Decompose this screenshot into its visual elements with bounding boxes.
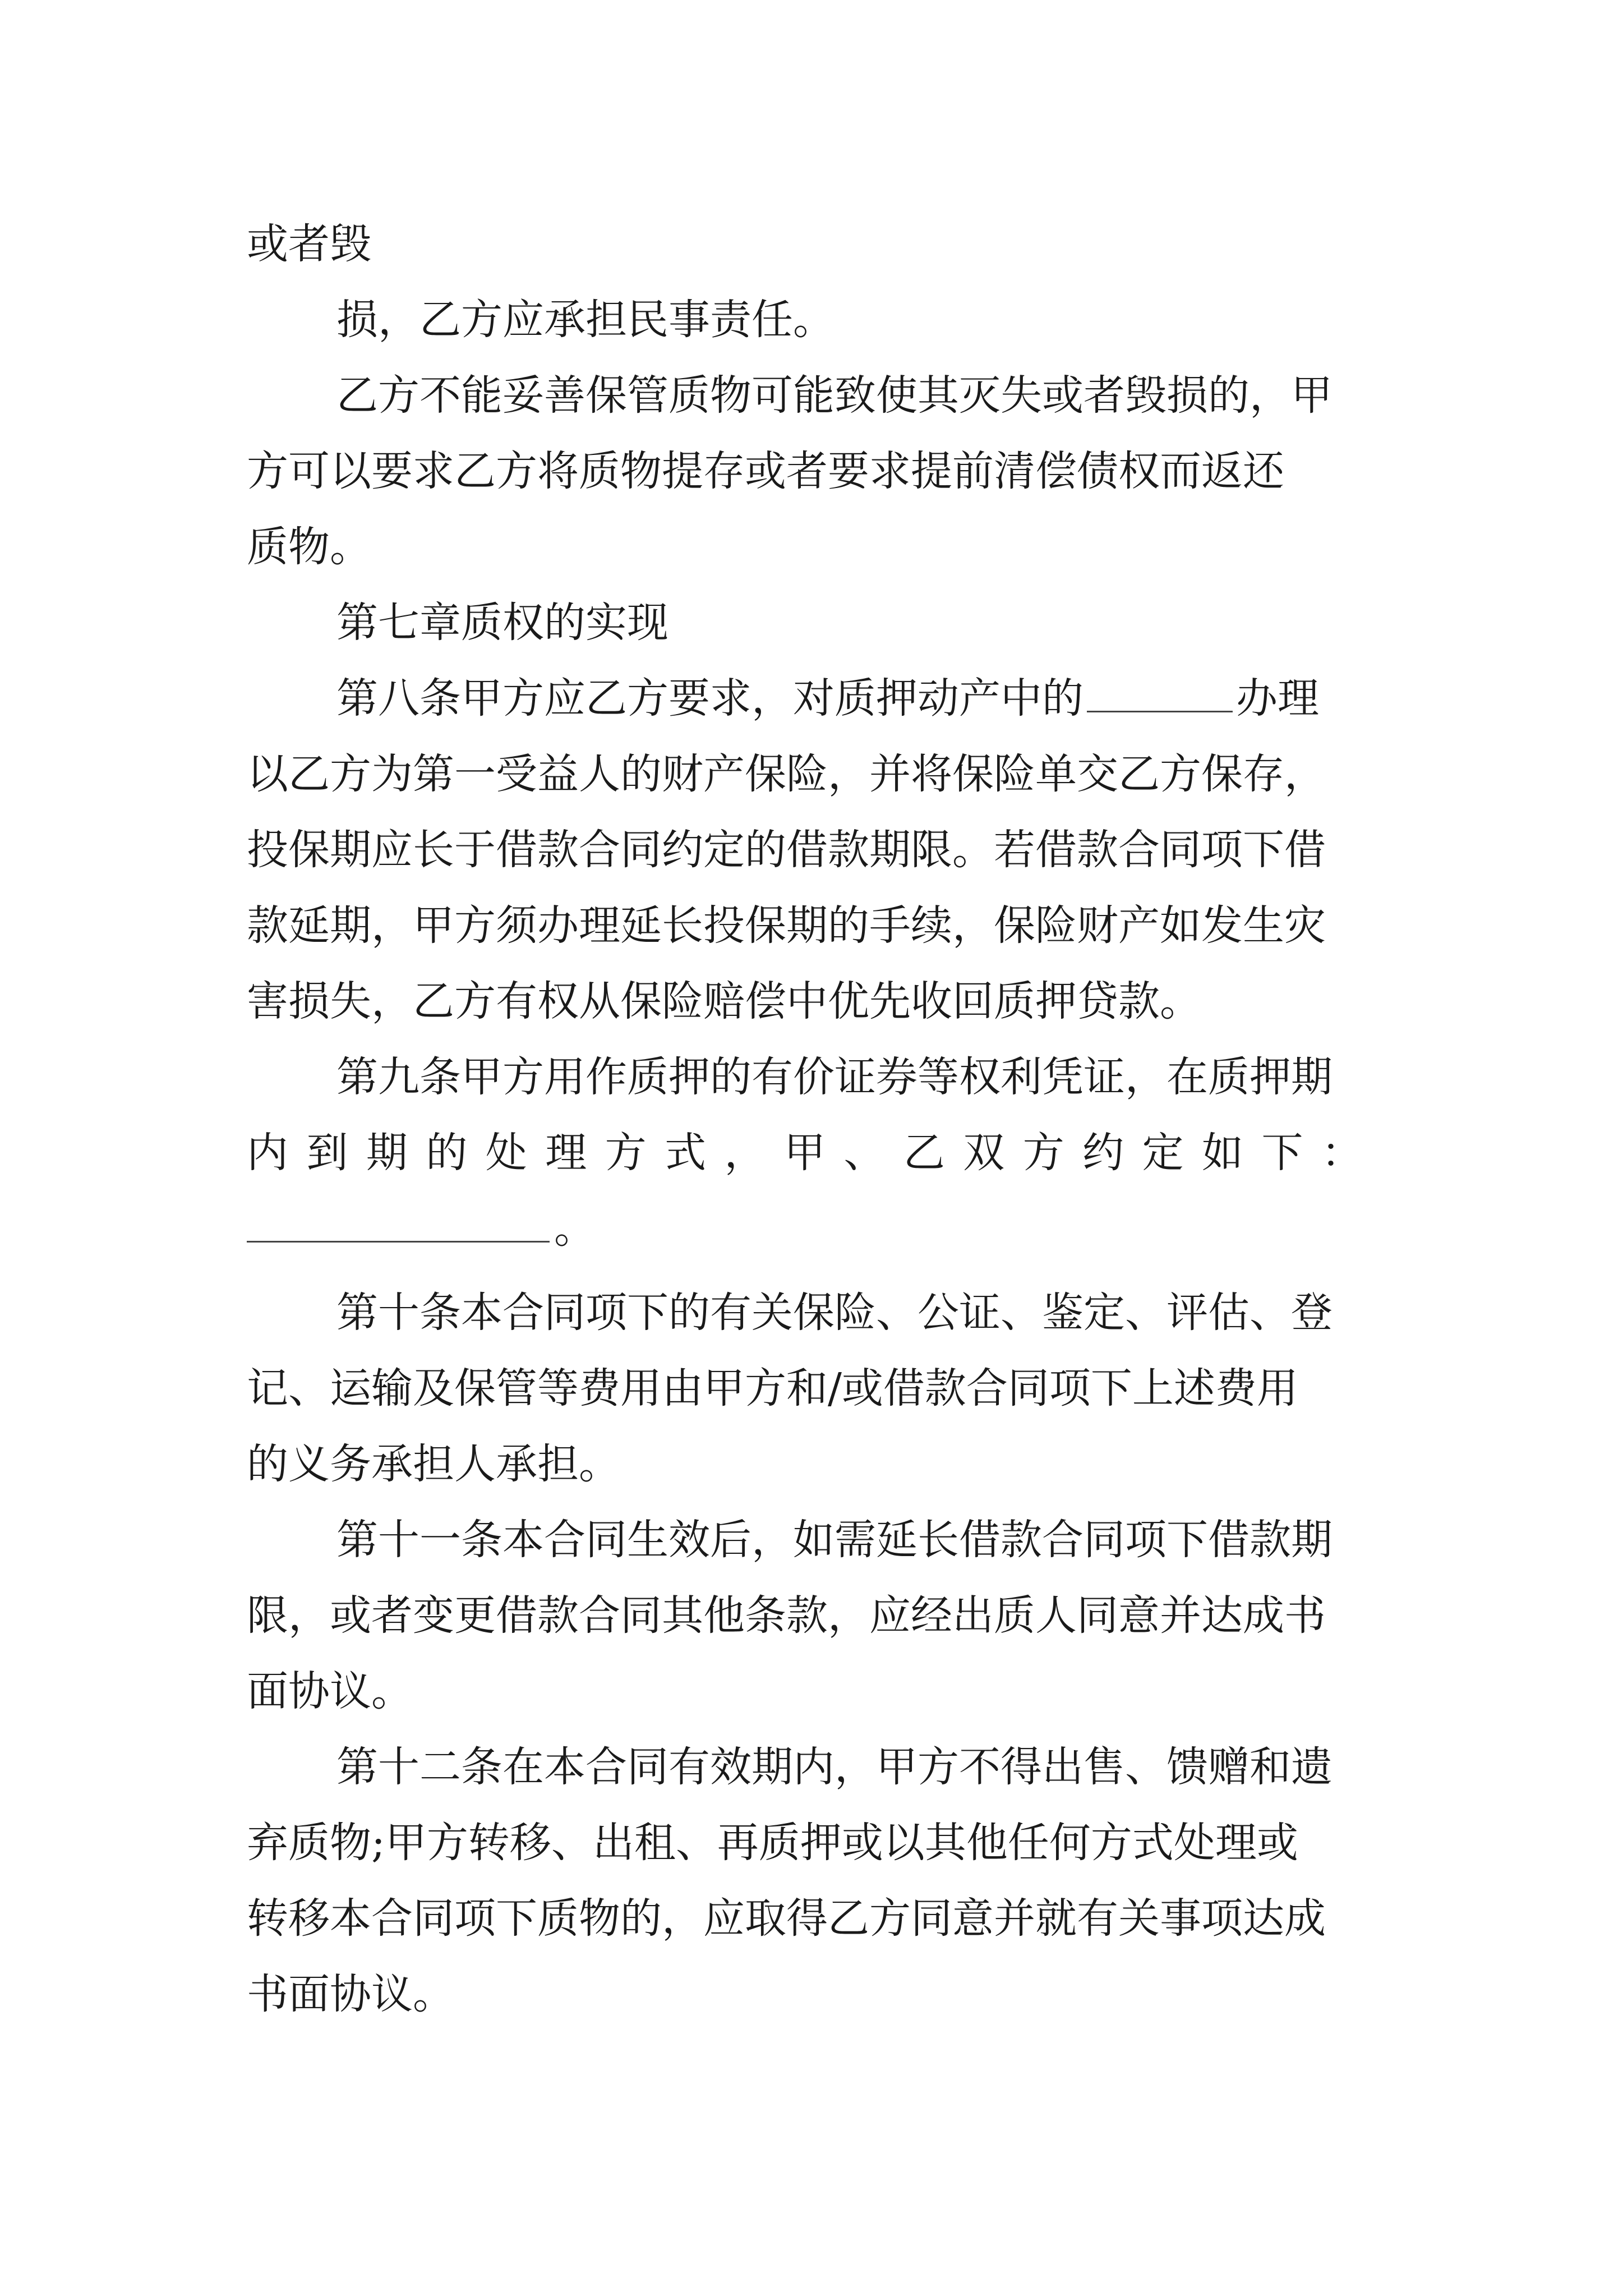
chapter-heading: 第七章质权的实现 (336, 599, 668, 647)
period: 。 (554, 1204, 596, 1253)
spread-char: 乙 (903, 1129, 945, 1177)
spread-char: ： (1321, 1129, 1363, 1177)
spread-char: 到 (306, 1129, 348, 1177)
fill-in-blank[interactable] (247, 1202, 550, 1243)
spread-char: 、 (843, 1129, 886, 1177)
article-9-blank-line (247, 1200, 1396, 1257)
spread-char: 方 (1022, 1129, 1064, 1177)
article-9-spread-line (247, 1125, 1396, 1181)
paragraph-line: 害损失，乙方有权从保险赔偿中优先收回质押贷款。 (247, 977, 1201, 1025)
paragraph-line: 以乙方为第一受益人的财产保险，并将保险单交乙方保存， (247, 750, 1326, 798)
paragraph-line: 转移本合同项下质物的，应取得乙方同意并就有关事项达成 (247, 1894, 1326, 1943)
article-11-line: 第十一条本合同生效后，如需延长借款合同项下借款期 (336, 1516, 1332, 1564)
paragraph-line: 弃质物;甲方转移、出租、再质押或以其他任何方式处理或 (247, 1819, 1298, 1867)
article-10-line: 第十条本合同项下的有关保险、公证、鉴定、评估、登 (336, 1289, 1332, 1337)
spread-char: 内 (247, 1129, 288, 1177)
spread-char: 理 (545, 1129, 587, 1177)
paragraph-line: 投保期应长于借款合同约定的借款期限。若借款合同项下借 (247, 826, 1326, 874)
paragraph-line: 方可以要求乙方将质物提存或者要求提前清偿债权而返还 (247, 447, 1284, 495)
paragraph-line: 限，或者变更借款合同其他条款，应经出质人同意并达成书 (247, 1591, 1326, 1640)
text-line: 或者毁 (247, 220, 371, 268)
spread-char: 下 (1261, 1129, 1303, 1177)
article-8-text: 第八条甲方应乙方要求，对质押动产中的 (336, 674, 1083, 723)
fill-in-blank[interactable] (1087, 671, 1233, 712)
spread-char: 期 (366, 1129, 408, 1177)
article-12-line: 第十二条在本合同有效期内，甲方不得出售、馈赠和遗 (336, 1743, 1332, 1791)
spread-char: 如 (1202, 1129, 1243, 1177)
paragraph-line: 面协议。 (247, 1667, 413, 1715)
spread-char: 双 (963, 1129, 1005, 1177)
spread-char: 定 (1142, 1129, 1184, 1177)
paragraph-line: 记、运输及保管等费用由甲方和/或借款合同项下上述费用 (247, 1364, 1298, 1412)
paragraph-line: 乙方不能妥善保管质物可能致使其灭失或者毁损的，甲 (336, 371, 1332, 420)
spread-text (247, 1125, 1363, 1181)
spread-char: 甲 (783, 1129, 826, 1177)
spread-char: 约 (1082, 1129, 1124, 1177)
paragraph-line: 的义务承担人承担。 (247, 1440, 620, 1488)
article-9-line: 第九条甲方用作质押的有价证券等权利凭证，在质押期 (336, 1053, 1332, 1101)
paragraph-line: 质物。 (247, 523, 371, 571)
article-8-line (336, 670, 1486, 726)
text-line: 损，乙方应承担民事责任。 (336, 296, 834, 344)
paragraph-line: 款延期，甲方须办理延长投保期的手续，保险财产如发生灾 (247, 901, 1326, 950)
spread-char: 式 (665, 1129, 707, 1177)
spread-char: 处 (485, 1129, 527, 1177)
article-8-text-end: 办理 (1236, 674, 1319, 723)
spread-char: 方 (605, 1129, 647, 1177)
paragraph-line: 书面协议。 (247, 1970, 454, 2018)
spread-char: 的 (426, 1129, 468, 1177)
spread-char: ， (724, 1129, 766, 1177)
